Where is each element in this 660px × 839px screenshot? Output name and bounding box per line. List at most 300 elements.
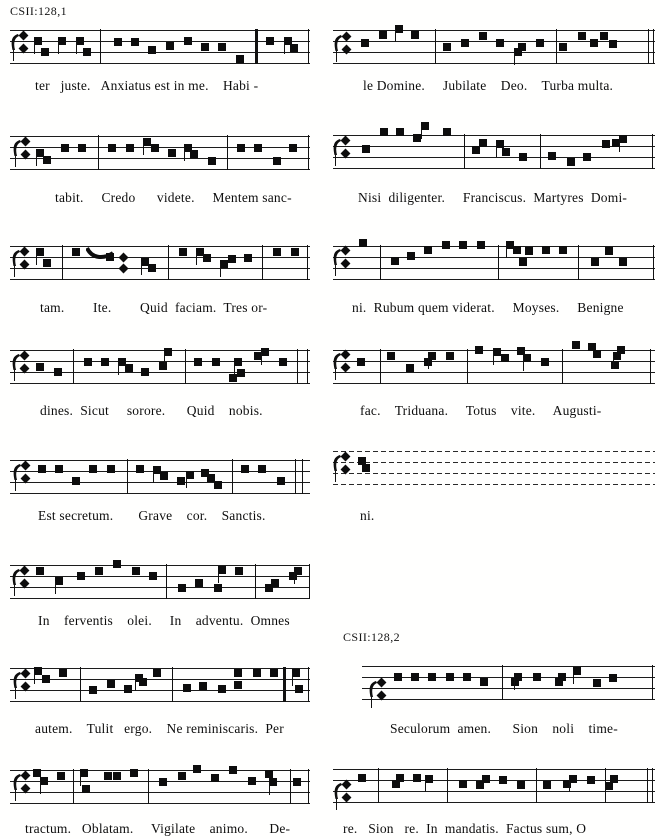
note-square [482, 775, 490, 783]
note-square [273, 157, 281, 165]
note-stem [76, 41, 77, 54]
note-stem [421, 126, 422, 139]
note-square [428, 673, 436, 681]
barline [652, 768, 653, 803]
note-square [130, 769, 138, 777]
note-stem [428, 356, 429, 369]
note-square [270, 669, 278, 677]
liquescent-curve-icon [86, 246, 114, 265]
note-square [212, 358, 220, 366]
note-square [573, 667, 581, 675]
note-square [593, 350, 601, 358]
barline [652, 665, 653, 700]
note-square [164, 348, 172, 356]
note-square [424, 246, 432, 254]
note-square [279, 358, 287, 366]
staff-caption: In ferventis olei. In adventu. Omnes [38, 613, 290, 628]
note-square [241, 465, 249, 473]
note-stem [514, 677, 515, 690]
barline [172, 667, 173, 702]
note-square [425, 775, 433, 783]
note-square [139, 678, 147, 686]
clef-icon [331, 248, 342, 271]
note-square [148, 264, 156, 272]
barline [290, 769, 291, 804]
barline [464, 134, 465, 169]
staff-line [333, 791, 655, 792]
barline [232, 459, 233, 494]
staff-line [333, 462, 655, 463]
note-square [234, 681, 242, 689]
note-square [406, 364, 414, 372]
note-square [358, 774, 366, 782]
note-square [59, 669, 67, 677]
note-square [583, 153, 591, 161]
note-square [160, 472, 168, 480]
note-square [228, 255, 236, 263]
note-square [254, 144, 262, 152]
barline [447, 768, 448, 803]
note-square [477, 241, 485, 249]
note-stem [143, 142, 144, 155]
note-diamond [118, 263, 128, 273]
note-square [125, 364, 133, 372]
note-square [82, 785, 90, 793]
note-square [475, 346, 483, 354]
note-square [361, 39, 369, 47]
clef-icon [10, 249, 21, 272]
note-square [567, 158, 575, 166]
barline [536, 768, 537, 803]
note-square [548, 152, 556, 160]
note-square [461, 39, 469, 47]
barline [302, 459, 303, 494]
staff-line [10, 52, 310, 53]
note-square [199, 682, 207, 690]
staff-caption: autem. Tulit ergo. Ne reminiscaris. Per [35, 721, 284, 736]
note-stem [34, 671, 35, 684]
note-square [55, 577, 63, 585]
staff-line [10, 63, 310, 64]
barline [578, 245, 579, 280]
note-stem [153, 470, 154, 483]
note-stem [284, 41, 285, 54]
note-square [533, 673, 541, 681]
staff-line [10, 30, 310, 31]
barline [73, 349, 74, 384]
note-square [36, 248, 44, 256]
note-square [479, 32, 487, 40]
note-square [514, 673, 522, 681]
note-square [291, 248, 299, 256]
staff-line [333, 257, 655, 258]
note-square [184, 37, 192, 45]
note-square [190, 150, 198, 158]
note-square [237, 144, 245, 152]
note-stem [506, 245, 507, 258]
note-square [572, 341, 580, 349]
note-square [261, 348, 269, 356]
note-square [194, 358, 202, 366]
note-square [258, 465, 266, 473]
note-square [459, 780, 467, 788]
note-square [609, 40, 617, 48]
staff-line [362, 699, 655, 700]
clef-descender [335, 462, 336, 482]
note-square [609, 674, 617, 682]
barline [308, 667, 309, 702]
note-square [193, 765, 201, 773]
note-stem [573, 671, 574, 684]
staff-line [362, 688, 655, 689]
staff-caption: Est secretum. Grave cor. Sanctis. [38, 508, 266, 523]
staff-line [333, 451, 655, 452]
barline [380, 349, 381, 384]
note-square [55, 465, 63, 473]
barline [540, 134, 541, 169]
barline [435, 29, 436, 64]
barline [648, 29, 649, 64]
staff-line [10, 169, 310, 170]
note-square [541, 358, 549, 366]
note-square [183, 684, 191, 692]
clef-descender [371, 688, 372, 708]
note-square [203, 254, 211, 262]
note-stem [186, 475, 187, 488]
note-square [463, 673, 471, 681]
clef-descender [335, 360, 336, 380]
note-square [289, 144, 297, 152]
clef-descender [335, 256, 336, 276]
clef-descender [336, 790, 337, 810]
note-square [218, 566, 226, 574]
note-stem [141, 262, 142, 275]
note-stem [493, 352, 494, 365]
note-square [394, 673, 402, 681]
note-square [143, 138, 151, 146]
note-stem [261, 352, 262, 365]
note-square [446, 673, 454, 681]
note-square [104, 772, 112, 780]
barline [380, 245, 381, 280]
clef-icon [331, 454, 342, 477]
staff-line [10, 257, 310, 258]
note-square [590, 39, 598, 47]
note-square [58, 37, 66, 45]
note-square [77, 572, 85, 580]
note-square [591, 258, 599, 266]
note-square [593, 679, 601, 687]
note-square [265, 770, 273, 778]
note-square [235, 567, 243, 575]
note-square [229, 374, 237, 382]
note-square [148, 46, 156, 54]
note-square [220, 260, 228, 268]
barline [98, 135, 99, 170]
note-square [619, 135, 627, 143]
note-square [501, 354, 509, 362]
clef-descender [14, 361, 15, 381]
staff-line [333, 63, 655, 64]
staff-caption: dines. Sicut sorore. Quid nobis. [40, 403, 263, 418]
note-square [578, 32, 586, 40]
barline [297, 349, 298, 384]
staff-line [10, 158, 310, 159]
staff-caption: ter juste. Anxiatus est in me. Habi - [35, 78, 259, 93]
note-square [36, 363, 44, 371]
clef-descender [15, 679, 16, 699]
note-square [379, 31, 387, 39]
note-square [472, 146, 480, 154]
note-square [218, 43, 226, 51]
note-square [519, 153, 527, 161]
barline [653, 29, 654, 64]
source-label-csii-128-1: CSII:128,1 [10, 4, 68, 18]
note-square [43, 156, 51, 164]
note-square [613, 352, 621, 360]
note-stem [619, 139, 620, 152]
note-square [391, 257, 399, 265]
barline [307, 245, 308, 280]
note-stem [40, 781, 41, 794]
barline [148, 769, 149, 804]
note-square [413, 134, 421, 142]
note-square [124, 685, 132, 693]
staff-line [333, 780, 655, 781]
note-square [459, 241, 467, 249]
staff-caption: le Domine. Jubilate Deo. Turba multa. [363, 78, 614, 93]
note-square [294, 567, 302, 575]
barline [185, 349, 186, 384]
barline [73, 769, 74, 804]
note-stem [220, 264, 221, 277]
note-square [229, 766, 237, 774]
note-stem [135, 678, 136, 691]
note-square [559, 43, 567, 51]
clef-icon [10, 353, 21, 376]
barline [262, 245, 263, 280]
note-stem [294, 571, 295, 584]
staff-line [10, 147, 310, 148]
note-square [89, 465, 97, 473]
staff-caption: fac. Triduana. Totus vite. Augusti- [360, 403, 602, 418]
staff-line [333, 157, 655, 158]
staff-line [333, 279, 655, 280]
note-square [178, 772, 186, 780]
staff-line [333, 484, 655, 485]
note-square [395, 25, 403, 33]
note-stem [425, 779, 426, 792]
clef-descender [14, 257, 15, 277]
note-stem [395, 29, 396, 42]
note-square [89, 686, 97, 694]
barline [650, 349, 651, 384]
note-square [107, 465, 115, 473]
clef-descender [13, 41, 14, 61]
note-square [293, 778, 301, 786]
note-square [266, 37, 274, 45]
note-stem [55, 581, 56, 594]
note-square [108, 144, 116, 152]
staff-caption: re. Sion re. In mandatis. Factus sum, O [343, 821, 587, 836]
note-square [237, 369, 245, 377]
note-square [569, 775, 577, 783]
note-square [479, 139, 487, 147]
note-square [159, 362, 167, 370]
note-stem [80, 773, 81, 786]
staff-line [10, 565, 310, 566]
note-square [411, 31, 419, 39]
note-square [517, 781, 525, 789]
note-stem [569, 779, 570, 792]
note-square [149, 572, 157, 580]
barline [80, 667, 81, 702]
note-square [42, 675, 50, 683]
staff-caption: tabit. Credo videte. Mentem sanc- [55, 190, 292, 205]
note-square [380, 128, 388, 136]
note-square [411, 673, 419, 681]
staff-line [333, 361, 655, 362]
clef-descender [14, 576, 15, 596]
barline [255, 29, 258, 64]
note-square [101, 358, 109, 366]
note-square [178, 584, 186, 592]
barline [307, 349, 308, 384]
note-square [34, 667, 42, 675]
barline [255, 564, 256, 599]
note-stem [118, 362, 119, 375]
note-square [244, 254, 252, 262]
note-square [107, 680, 115, 688]
note-square [513, 246, 521, 254]
note-square [54, 368, 62, 376]
staff-line [10, 701, 310, 702]
note-square [610, 775, 618, 783]
note-square [83, 48, 91, 56]
note-square [295, 685, 303, 693]
barline [467, 349, 468, 384]
barline [100, 29, 101, 64]
clef-descender [336, 42, 337, 62]
clef-descender [335, 146, 336, 166]
note-square [113, 772, 121, 780]
note-stem [34, 41, 35, 54]
barline [283, 667, 286, 702]
staff-caption: ni. [360, 508, 375, 523]
note-stem [613, 356, 614, 369]
staff-caption: Seculorum amen. Sion noli time- [390, 721, 618, 736]
note-square [218, 685, 226, 693]
note-square [95, 567, 103, 575]
note-stem [523, 358, 524, 371]
staff-line [10, 268, 310, 269]
note-square [602, 140, 610, 148]
note-square [499, 776, 507, 784]
note-square [269, 778, 277, 786]
note-square [413, 774, 421, 782]
note-stem [36, 252, 37, 265]
note-stem [196, 252, 197, 265]
staff-line [10, 679, 310, 680]
note-square [61, 144, 69, 152]
note-square [34, 37, 42, 45]
staff-line [10, 136, 310, 137]
note-square [271, 579, 279, 587]
note-stem [269, 782, 270, 795]
note-square [141, 368, 149, 376]
barline [308, 135, 309, 170]
staff-line [10, 690, 310, 691]
note-square [72, 248, 80, 256]
note-stem [292, 673, 293, 686]
note-square [76, 37, 84, 45]
note-square [84, 358, 92, 366]
note-square [359, 239, 367, 247]
note-square [518, 43, 526, 51]
note-stem [496, 144, 497, 157]
note-diamond [118, 252, 128, 262]
staff-line [333, 802, 655, 803]
barline [652, 134, 653, 169]
note-square [253, 669, 261, 677]
note-square [587, 776, 595, 784]
clef-descender [15, 471, 16, 491]
barline [562, 349, 563, 384]
note-stem [36, 153, 37, 166]
note-square [80, 769, 88, 777]
source-label-csii-128-2: CSII:128,2 [343, 630, 401, 644]
note-square [234, 669, 242, 677]
staff-line [10, 383, 310, 384]
note-square [428, 352, 436, 360]
note-square [201, 43, 209, 51]
note-square [292, 669, 300, 677]
note-square [446, 352, 454, 360]
clef-icon [11, 773, 22, 796]
staff-line [333, 769, 655, 770]
note-square [179, 248, 187, 256]
staff-line [10, 460, 310, 461]
clef-icon [9, 33, 20, 56]
note-square [362, 145, 370, 153]
note-square [443, 128, 451, 136]
note-square [407, 252, 415, 260]
note-square [57, 772, 65, 780]
note-square [236, 55, 244, 63]
note-square [177, 477, 185, 485]
note-square [248, 777, 256, 785]
note-square [396, 128, 404, 136]
staff-line [10, 41, 310, 42]
note-square [543, 781, 551, 789]
staff-line [10, 246, 310, 247]
clef-icon [367, 680, 378, 703]
staff-line [333, 372, 655, 373]
barline [556, 29, 557, 64]
barline [295, 459, 296, 494]
note-square [357, 358, 365, 366]
staff-line [10, 792, 310, 793]
staff-line [10, 803, 310, 804]
staff-line [10, 279, 310, 280]
note-square [396, 774, 404, 782]
note-square [523, 354, 531, 362]
staff-line [333, 268, 655, 269]
note-square [525, 247, 533, 255]
note-stem [218, 570, 219, 583]
note-square [480, 678, 488, 686]
note-square [559, 246, 567, 254]
